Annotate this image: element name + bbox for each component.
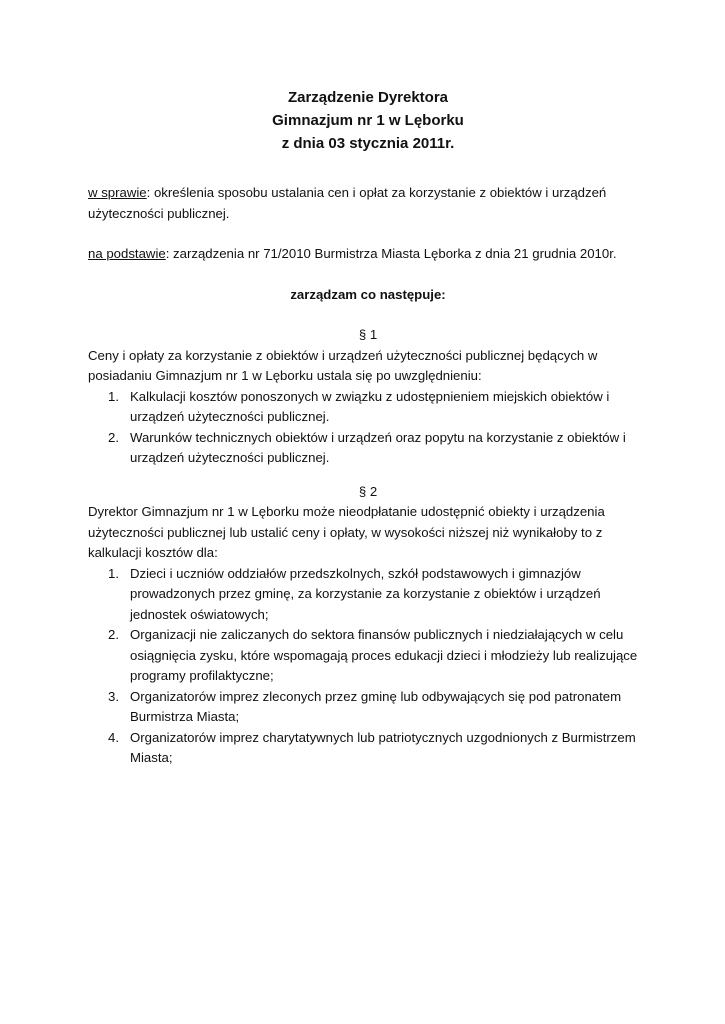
list-item-text: Warunków technicznych obiektów i urządzeń oraz popytu na korzystanie z obiektów i urządzeń użyteczności publicznej. bbox=[130, 429, 626, 465]
title-line-3: z dnia 03 stycznia 2011r. bbox=[281, 135, 455, 152]
section-2-heading: § 2 bbox=[358, 483, 378, 499]
list-item bbox=[88, 728, 648, 769]
list-item-text: Organizatorów imprez charytatywnych lub patriotycznych uzgodnionych z Burmistrzem Miasta; bbox=[130, 729, 636, 765]
section-2-intro: Dyrektor Gimnazjum nr 1 w Lęborku może nieodpłatanie udostępnić obiekty i urządzenia użyteczności publicznej lub ustalić ceny i opłaty, w wysokości niższej niż wynikałoby to z kalkulacji kosztów dla: bbox=[88, 504, 605, 560]
subject-text: : określenia sposobu ustalania cen i opłat za korzystanie z obiektów i urządzeń użyteczności publicznej. bbox=[88, 185, 607, 221]
list-item bbox=[88, 625, 648, 687]
list-item bbox=[88, 387, 648, 428]
list-item-text: Dzieci i uczniów oddziałów przedszkolnych, szkół podstawowych i gimnazjów prowadzonych przez gminę, za korzystanie za korzystanie z obiektów i urządzeń jednostek oświatowych; bbox=[130, 565, 601, 622]
section-1-heading: § 1 bbox=[358, 327, 378, 342]
title-line-2: Gimnazjum nr 1 w Lęborku bbox=[272, 112, 464, 129]
list-item bbox=[88, 687, 648, 728]
basis-text: : zarządzenia nr 71/2010 Burmistrza Miasta Lęborka z dnia 21 grudnia 2010r. bbox=[165, 246, 617, 261]
basis-paragraph bbox=[88, 244, 648, 265]
section-1-intro: Ceny i opłaty za korzystanie z obiektów i urządzeń użyteczności publicznej będących w posiadaniu Gimnazjum nr 1 w Lęborku ustala się po uwzględnieniu: bbox=[88, 347, 598, 383]
list-item-number: 1. bbox=[108, 565, 119, 581]
list-item bbox=[88, 428, 648, 469]
list-item-number: 3. bbox=[108, 688, 119, 704]
list-item-number: 2. bbox=[108, 429, 119, 445]
subject-paragraph bbox=[88, 183, 648, 224]
list-item-number: 4. bbox=[108, 729, 119, 745]
list-item-text: Organizacji nie zaliczanych do sektora finansów publicznych i niedziałających w celu osiągnięcia zysku, które wspomagają proces edukacji dzieci i młodzieży lub realizujące programy profilaktyczne; bbox=[130, 627, 638, 683]
list-item bbox=[88, 564, 648, 626]
list-item-text: Organizatorów imprez zleconych przez gminę lub odbywających się pod patronatem Burmistrza Miasta; bbox=[130, 688, 622, 724]
basis-label: na podstawie bbox=[88, 246, 166, 261]
decree-line: zarządzam co następuje: bbox=[290, 286, 446, 302]
title-line-1: Zarządzenie Dyrektora bbox=[287, 89, 449, 106]
list-item-text: Kalkulacji kosztów ponoszonych w związku z udostępnieniem miejskich obiektów i urządzeń użyteczności publicznej. bbox=[130, 388, 610, 424]
list-item-number: 2. bbox=[108, 627, 119, 642]
subject-label: w sprawie bbox=[88, 185, 147, 200]
list-item-number: 1. bbox=[108, 388, 119, 404]
document-page bbox=[88, 86, 648, 769]
section-1-list bbox=[88, 387, 648, 469]
section-2-list bbox=[88, 564, 648, 769]
document-title bbox=[88, 86, 648, 155]
